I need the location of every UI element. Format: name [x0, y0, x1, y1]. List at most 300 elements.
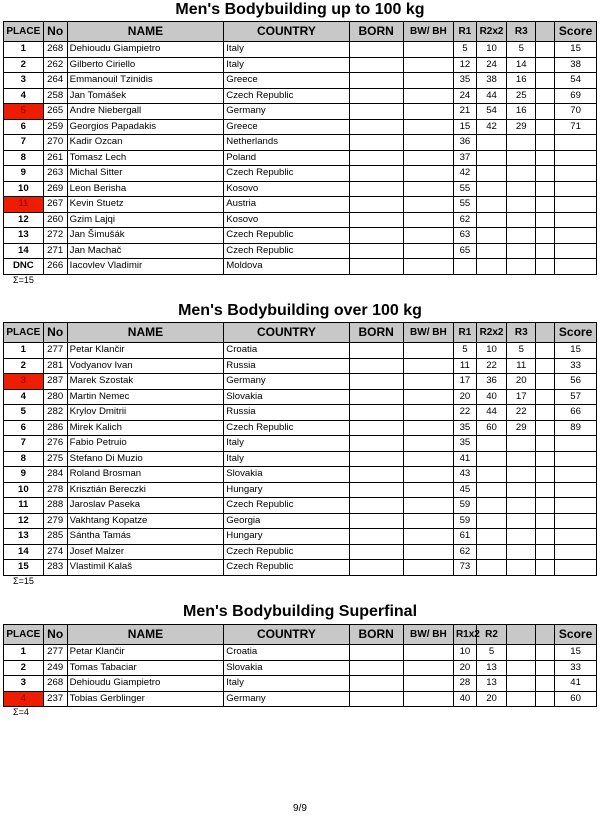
column-header: R1x2	[453, 625, 476, 645]
table-row	[4, 73, 597, 89]
table-row	[4, 150, 597, 166]
cell-r1: 28	[453, 676, 476, 692]
cell-empty	[536, 166, 555, 182]
cell-empty	[403, 482, 453, 498]
cell-score	[555, 467, 597, 483]
cell-score	[555, 197, 597, 213]
cell-r3: 29	[507, 420, 536, 436]
cell-empty	[403, 228, 453, 244]
column-header: R3	[507, 323, 536, 343]
cell-r1: 35	[453, 436, 476, 452]
cell-r2	[476, 482, 506, 498]
cell-empty	[403, 676, 453, 692]
cell-country: Russia	[224, 405, 349, 421]
cell-r2	[476, 259, 506, 275]
cell-place: 14	[4, 243, 44, 259]
cell-empty	[403, 57, 453, 73]
cell-country: Czech Republic	[224, 166, 349, 182]
cell-empty	[403, 691, 453, 707]
cell-no: 285	[43, 529, 67, 545]
column-header: NAME	[67, 625, 224, 645]
cell-empty	[536, 243, 555, 259]
cell-r1: 17	[453, 374, 476, 390]
cell-score: 89	[555, 420, 597, 436]
cell-place: 2	[4, 57, 44, 73]
cell-name: Kevin Stuetz	[67, 197, 224, 213]
cell-r2	[476, 560, 506, 576]
cell-empty	[349, 420, 403, 436]
cell-r3	[507, 482, 536, 498]
cell-score	[555, 166, 597, 182]
cell-country: Italy	[224, 436, 349, 452]
cell-r3	[507, 212, 536, 228]
cell-score: 54	[555, 73, 597, 89]
table-row	[4, 228, 597, 244]
cell-empty	[403, 660, 453, 676]
column-header	[536, 625, 555, 645]
cell-empty	[403, 420, 453, 436]
cell-place: 9	[4, 467, 44, 483]
column-header: NAME	[67, 22, 224, 42]
cell-empty	[349, 498, 403, 514]
cell-place: 7	[4, 135, 44, 151]
cell-score	[555, 181, 597, 197]
cell-score	[555, 228, 597, 244]
cell-r1: 40	[453, 691, 476, 707]
cell-country: Georgia	[224, 513, 349, 529]
cell-empty	[536, 420, 555, 436]
cell-r2: 10	[476, 42, 506, 58]
cell-name: Andre Niebergall	[67, 104, 224, 120]
cell-no: 288	[43, 498, 67, 514]
cell-r3: 11	[507, 358, 536, 374]
cell-empty	[349, 451, 403, 467]
cell-no: 268	[43, 42, 67, 58]
table-row	[4, 119, 597, 135]
cell-r2	[476, 451, 506, 467]
cell-empty	[403, 544, 453, 560]
cell-empty	[536, 676, 555, 692]
table-row	[4, 104, 597, 120]
cell-empty	[349, 529, 403, 545]
cell-score: 38	[555, 57, 597, 73]
cell-empty	[536, 228, 555, 244]
cell-name: Krylov Dmitrii	[67, 405, 224, 421]
cell-empty	[349, 166, 403, 182]
cell-country: Germany	[224, 104, 349, 120]
cell-r2: 13	[476, 676, 506, 692]
cell-country: Austria	[224, 197, 349, 213]
cell-empty	[403, 498, 453, 514]
cell-r3: 16	[507, 73, 536, 89]
cell-no: 284	[43, 467, 67, 483]
cell-country: Greece	[224, 119, 349, 135]
table-row	[4, 243, 597, 259]
cell-r2	[476, 544, 506, 560]
table-row	[4, 358, 597, 374]
cell-name: Tobias Gerblinger	[67, 691, 224, 707]
column-header: PLACE	[4, 323, 44, 343]
cell-r1: 20	[453, 660, 476, 676]
cell-place: 4	[4, 389, 44, 405]
cell-r2	[476, 243, 506, 259]
cell-empty	[403, 529, 453, 545]
cell-empty	[349, 660, 403, 676]
cell-score	[555, 436, 597, 452]
cell-score	[555, 498, 597, 514]
cell-no: 270	[43, 135, 67, 151]
table-row	[4, 467, 597, 483]
cell-empty	[536, 405, 555, 421]
cell-r3: 5	[507, 343, 536, 359]
cell-empty	[536, 119, 555, 135]
table-row	[4, 88, 597, 104]
table-row	[4, 498, 597, 514]
cell-empty	[349, 374, 403, 390]
cell-score: 33	[555, 660, 597, 676]
sigma-count: Σ=4	[13, 707, 29, 717]
cell-r3	[507, 544, 536, 560]
cell-r3: 22	[507, 405, 536, 421]
cell-no: 265	[43, 104, 67, 120]
cell-no: 269	[43, 181, 67, 197]
cell-r3	[507, 498, 536, 514]
cell-country: Czech Republic	[224, 544, 349, 560]
column-header: BW/ BH	[403, 625, 453, 645]
cell-empty	[536, 645, 555, 661]
cell-place: 10	[4, 482, 44, 498]
cell-place: 13	[4, 529, 44, 545]
cell-name: Kadir Ozcan	[67, 135, 224, 151]
cell-r2: 44	[476, 405, 506, 421]
cell-country: Italy	[224, 676, 349, 692]
cell-empty	[403, 513, 453, 529]
cell-score: 69	[555, 88, 597, 104]
cell-r2	[476, 529, 506, 545]
cell-place: 4	[4, 691, 44, 707]
cell-r1: 35	[453, 73, 476, 89]
column-header: R3	[507, 22, 536, 42]
cell-empty	[349, 343, 403, 359]
cell-empty	[536, 259, 555, 275]
table-row	[4, 482, 597, 498]
column-header: Score	[555, 22, 597, 42]
cell-empty	[349, 57, 403, 73]
cell-r3	[507, 228, 536, 244]
cell-country: Czech Republic	[224, 560, 349, 576]
cell-place: 11	[4, 197, 44, 213]
cell-r3	[507, 691, 536, 707]
cell-name: Marek Szostak	[67, 374, 224, 390]
page-number: 9/9	[293, 803, 307, 814]
column-header: R2x2	[476, 323, 506, 343]
cell-name: Mirek Kalich	[67, 420, 224, 436]
cell-name: Petar Klančir	[67, 645, 224, 661]
cell-r1: 24	[453, 88, 476, 104]
cell-r3	[507, 676, 536, 692]
cell-empty	[536, 451, 555, 467]
cell-r3	[507, 436, 536, 452]
cell-no: 272	[43, 228, 67, 244]
header-row	[4, 323, 597, 343]
column-header	[536, 323, 555, 343]
cell-empty	[403, 560, 453, 576]
cell-country: Croatia	[224, 645, 349, 661]
cell-r2: 20	[476, 691, 506, 707]
cell-country: Greece	[224, 73, 349, 89]
cell-empty	[349, 691, 403, 707]
cell-no: 264	[43, 73, 67, 89]
column-header	[536, 22, 555, 42]
cell-r2	[476, 181, 506, 197]
cell-empty	[403, 358, 453, 374]
cell-name: Jan Tomášek	[67, 88, 224, 104]
cell-name: Tomasz Lech	[67, 150, 224, 166]
cell-country: Czech Republic	[224, 88, 349, 104]
cell-r1: 10	[453, 645, 476, 661]
cell-country: Netherlands	[224, 135, 349, 151]
table-row	[4, 676, 597, 692]
cell-empty	[403, 645, 453, 661]
table-row	[4, 259, 597, 275]
cell-place: 5	[4, 104, 44, 120]
cell-name: Iacovlev Vladimir	[67, 259, 224, 275]
cell-no: 267	[43, 197, 67, 213]
cell-country: Kosovo	[224, 212, 349, 228]
table-row	[4, 405, 597, 421]
cell-place: 12	[4, 513, 44, 529]
cell-empty	[349, 645, 403, 661]
cell-name: Krisztián Bereczki	[67, 482, 224, 498]
table-row	[4, 560, 597, 576]
cell-empty	[349, 544, 403, 560]
cell-r1: 45	[453, 482, 476, 498]
table-row	[4, 42, 597, 58]
cell-country: Germany	[224, 374, 349, 390]
cell-name: Roland Brosman	[67, 467, 224, 483]
column-header: COUNTRY	[224, 625, 349, 645]
cell-no: 276	[43, 436, 67, 452]
cell-r3	[507, 529, 536, 545]
cell-country: Czech Republic	[224, 243, 349, 259]
cell-country: Hungary	[224, 529, 349, 545]
cell-r2: 22	[476, 358, 506, 374]
cell-no: 278	[43, 482, 67, 498]
cell-place: 3	[4, 73, 44, 89]
table-row	[4, 212, 597, 228]
cell-score: 71	[555, 119, 597, 135]
cell-r1: 21	[453, 104, 476, 120]
column-header: R2	[476, 625, 506, 645]
table-row	[4, 544, 597, 560]
cell-name: Stefano Di Muzio	[67, 451, 224, 467]
cell-place: 3	[4, 374, 44, 390]
cell-r2: 42	[476, 119, 506, 135]
cell-empty	[536, 560, 555, 576]
table-row	[4, 374, 597, 390]
cell-r1: 5	[453, 343, 476, 359]
cell-no: 287	[43, 374, 67, 390]
table-row	[4, 343, 597, 359]
results-table	[3, 624, 597, 707]
table-row	[4, 135, 597, 151]
cell-country: Italy	[224, 42, 349, 58]
cell-place: 2	[4, 358, 44, 374]
cell-place: 8	[4, 150, 44, 166]
cell-place: 14	[4, 544, 44, 560]
cell-name: Michal Sitter	[67, 166, 224, 182]
cell-country: Germany	[224, 691, 349, 707]
cell-r1: 65	[453, 243, 476, 259]
cell-name: Tomas Tabaciar	[67, 660, 224, 676]
cell-no: 283	[43, 560, 67, 576]
cell-name: Gzim Lajqi	[67, 212, 224, 228]
column-header: COUNTRY	[224, 22, 349, 42]
section-title: Men's Bodybuilding over 100 kg	[178, 302, 422, 319]
cell-score: 41	[555, 676, 597, 692]
cell-empty	[536, 482, 555, 498]
header-row	[4, 22, 597, 42]
cell-empty	[349, 42, 403, 58]
cell-name: Dehioudu Giampietro	[67, 42, 224, 58]
cell-score: 15	[555, 42, 597, 58]
cell-empty	[536, 498, 555, 514]
cell-r2: 60	[476, 420, 506, 436]
cell-r1	[453, 259, 476, 275]
cell-name: Jan Machač	[67, 243, 224, 259]
cell-score	[555, 243, 597, 259]
cell-r3	[507, 181, 536, 197]
cell-r2: 36	[476, 374, 506, 390]
cell-r3: 25	[507, 88, 536, 104]
cell-r2: 44	[476, 88, 506, 104]
cell-score: 70	[555, 104, 597, 120]
column-header: BORN	[349, 625, 403, 645]
cell-r3	[507, 197, 536, 213]
cell-empty	[349, 197, 403, 213]
cell-r1: 43	[453, 467, 476, 483]
column-header: Score	[555, 323, 597, 343]
cell-r1: 59	[453, 513, 476, 529]
cell-r1: 37	[453, 150, 476, 166]
cell-country: Croatia	[224, 343, 349, 359]
cell-no: 281	[43, 358, 67, 374]
cell-empty	[536, 529, 555, 545]
cell-empty	[536, 212, 555, 228]
cell-country: Slovakia	[224, 660, 349, 676]
cell-r2	[476, 197, 506, 213]
cell-empty	[403, 135, 453, 151]
cell-r3	[507, 513, 536, 529]
cell-no: 260	[43, 212, 67, 228]
table-row	[4, 436, 597, 452]
cell-r3	[507, 259, 536, 275]
cell-place: 12	[4, 212, 44, 228]
cell-country: Hungary	[224, 482, 349, 498]
cell-place: 13	[4, 228, 44, 244]
cell-country: Moldova	[224, 259, 349, 275]
table-row	[4, 645, 597, 661]
cell-r3	[507, 150, 536, 166]
cell-country: Poland	[224, 150, 349, 166]
column-header: BORN	[349, 22, 403, 42]
cell-r3	[507, 451, 536, 467]
cell-no: 279	[43, 513, 67, 529]
column-header: BW/ BH	[403, 323, 453, 343]
cell-r1: 15	[453, 119, 476, 135]
cell-r3	[507, 166, 536, 182]
cell-empty	[349, 243, 403, 259]
cell-empty	[536, 104, 555, 120]
cell-no: 263	[43, 166, 67, 182]
cell-name: Vakhtang Kopatze	[67, 513, 224, 529]
cell-empty	[349, 560, 403, 576]
section-title: Men's Bodybuilding Superfinal	[182, 603, 418, 620]
cell-name: Sántha Tamás	[67, 529, 224, 545]
cell-r1: 55	[453, 197, 476, 213]
section-title: Men's Bodybuilding up to 100 kg	[175, 1, 425, 18]
cell-no: 275	[43, 451, 67, 467]
cell-place: 11	[4, 498, 44, 514]
cell-no: 277	[43, 343, 67, 359]
cell-empty	[536, 374, 555, 390]
cell-r1: 5	[453, 42, 476, 58]
cell-country: Kosovo	[224, 181, 349, 197]
cell-country: Italy	[224, 57, 349, 73]
cell-name: Vodyanov Ivan	[67, 358, 224, 374]
cell-place: 4	[4, 88, 44, 104]
cell-r3: 17	[507, 389, 536, 405]
cell-empty	[349, 228, 403, 244]
cell-r3: 5	[507, 42, 536, 58]
cell-r3	[507, 645, 536, 661]
cell-country: Czech Republic	[224, 498, 349, 514]
cell-score	[555, 513, 597, 529]
cell-empty	[349, 436, 403, 452]
cell-empty	[349, 181, 403, 197]
cell-no: 266	[43, 259, 67, 275]
cell-place: 15	[4, 560, 44, 576]
cell-empty	[349, 104, 403, 120]
column-header: BW/ BH	[403, 22, 453, 42]
cell-name: Fabio Petruio	[67, 436, 224, 452]
cell-name: Emmanouil Tzinidis	[67, 73, 224, 89]
cell-r1: 61	[453, 529, 476, 545]
cell-r1: 59	[453, 498, 476, 514]
cell-r2	[476, 150, 506, 166]
cell-empty	[403, 374, 453, 390]
cell-r2: 10	[476, 343, 506, 359]
cell-score	[555, 150, 597, 166]
cell-empty	[536, 135, 555, 151]
cell-empty	[536, 42, 555, 58]
cell-r2	[476, 166, 506, 182]
cell-empty	[403, 119, 453, 135]
cell-r3	[507, 135, 536, 151]
cell-place: 5	[4, 405, 44, 421]
cell-empty	[536, 343, 555, 359]
table-row	[4, 513, 597, 529]
cell-score: 56	[555, 374, 597, 390]
cell-empty	[403, 343, 453, 359]
cell-empty	[536, 57, 555, 73]
cell-r2: 13	[476, 660, 506, 676]
cell-empty	[536, 467, 555, 483]
cell-no: 286	[43, 420, 67, 436]
cell-r3	[507, 243, 536, 259]
column-header: Score	[555, 625, 597, 645]
cell-empty	[349, 119, 403, 135]
